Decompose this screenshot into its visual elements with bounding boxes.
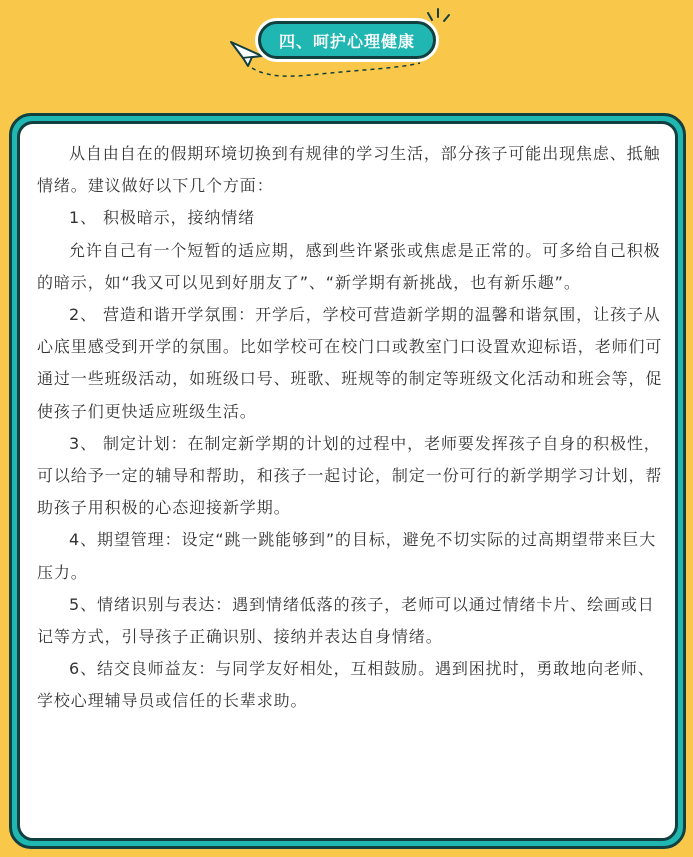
point-3-paragraph: 3、 制定计划：在制定新学期的计划的过程中，老师要发挥孩子自身的积极性，可以给予一定的辅导和帮助，和孩子一起讨论，制定一份可行的新学期学习计划，帮助孩子用积极的心态迎接新学期。 bbox=[37, 433, 663, 518]
point-4-paragraph: 4、期望管理：设定“跳一跳能够到”的目标，避免不切实际的过高期望带来巨大压力。 bbox=[37, 530, 657, 582]
section-header bbox=[258, 21, 436, 59]
intro-paragraph: 从自由自在的假期环境切换到有规律的学习生活，部分孩子可能出现焦虑、抵触情绪。建议做好以下几个方面： bbox=[37, 144, 661, 196]
flight-path-dashes bbox=[252, 63, 420, 76]
content-card-frame bbox=[9, 113, 686, 849]
point-1-paragraph: 允许自己有一个短暂的适应期，感到些许紧张或焦虑是正常的。可多给自己积极的暗示，如“我又可以见到好朋友了”、“新学期有新挑战，也有新乐趣”。 bbox=[37, 240, 661, 292]
content-card bbox=[17, 121, 678, 841]
point-6-paragraph: 6、结交良师益友：与同学友好相处，互相鼓励。遇到困扰时，勇敢地向老师、学校心理辅导员或信任的长辈求助。 bbox=[37, 659, 655, 711]
sparkle-icon bbox=[428, 9, 449, 21]
point-2-paragraph: 2、 营造和谐开学氛围：开学后，学校可营造新学期的温馨和谐氛围，让孩子从心底里感受到开学的氛围。比如学校可在校门口或教室门口设置欢迎标语，老师们可通过一些班级活动，如班级口号、班歌、班规等的制定等班级文化活动和班会等，促使孩子们更快适应班级生活。 bbox=[37, 305, 663, 421]
point-1-heading: 1、 积极暗示，接纳情绪 bbox=[69, 208, 256, 228]
point-5-paragraph: 5、情绪识别与表达：遇到情绪低落的孩子，老师可以通过情绪卡片、绘画或日记等方式，引导孩子正确识别、接纳并表达自身情绪。 bbox=[37, 594, 655, 647]
article-body bbox=[37, 138, 665, 718]
paper-plane-icon bbox=[231, 42, 262, 66]
section-title: 四、呵护心理健康 bbox=[278, 31, 415, 51]
